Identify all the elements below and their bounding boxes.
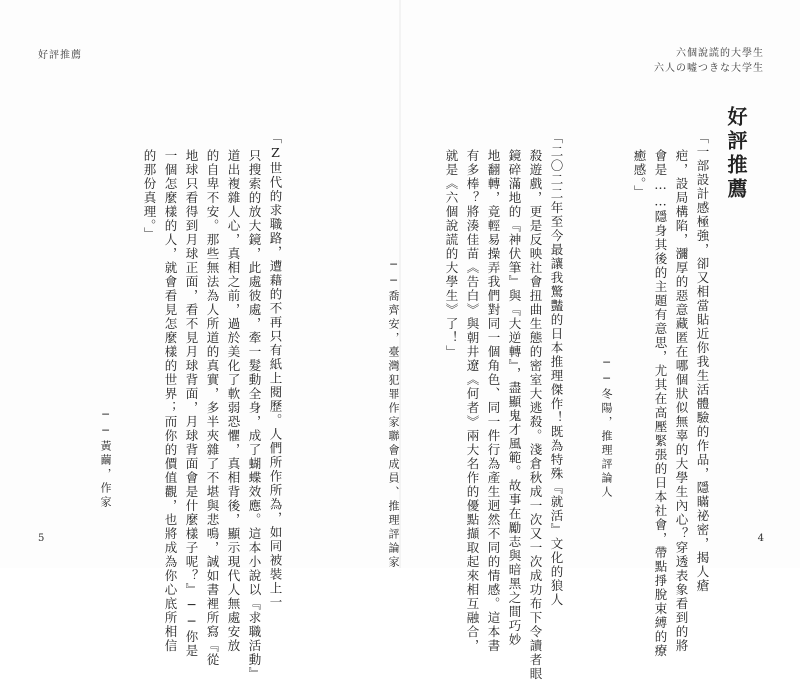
text-line: 道出複雜人心，真相之前，過於美化了軟弱恐懼，真相背後，顯示現代人無處安放 — [226, 149, 241, 653]
text-line: 疤，設局構陷，瀰厚的惡意藏匿在哪個狀似無辜的大學生內心？穿透表象看到的將 — [674, 149, 689, 653]
text-line: 只搜索的放大鏡，此處彼處，牽一髮動全身，成了蝴蝶效應。這本小說以『求職活動』 — [247, 149, 262, 681]
attribution: ──黃繭，作家 — [99, 408, 112, 510]
text-line: 有多棒？將湊佳苗《告白》與朝井遼《何者》兩大名作的優點擷取起來相互融合， — [465, 149, 480, 653]
running-head-right-japanese: 六人の嘘つきな大学生 — [654, 63, 764, 74]
text-line: 一個怎麼樣的人，就會看見怎麼樣的世界；而你的價值觀，也將成為你心底所相信 — [163, 149, 178, 653]
text-line: 「一部設計感極強，卻又相當貼近你我生活體驗的作品，隱瞞祕密，揭人瘡 — [695, 131, 710, 593]
text-line: 會是……隱身其後的主題有意思，尤其在高壓緊張的日本社會，帶點掙脫束縛的療 — [653, 149, 668, 658]
running-head-right: 六個說謊的大學生 — [676, 48, 764, 59]
page-number-left: 5 — [38, 533, 45, 544]
section-title: 好評推薦 — [724, 106, 748, 202]
running-head-left: 好評推薦 — [38, 50, 82, 61]
text-line: 地球只看得到月球正面，看不見月球背面，月球背面會是什麼樣子呢？』──你是 — [184, 149, 199, 658]
text-line: 的那份真理。」 — [142, 149, 157, 241]
page-number-right: 4 — [757, 533, 764, 544]
text-line: 癒感。」 — [632, 149, 647, 199]
right-page — [400, 0, 800, 681]
attribution: ──冬陽，推理評論人 — [600, 356, 613, 500]
text-line: 殺遊戲，更是反映社會扭曲生態的密室大逃殺。淺倉秋成一次又一次成功布下令讀者眼 — [528, 149, 543, 681]
text-line: 「二〇二二年至今最讓我驚豔的日本推理傑作！既為特殊『就活』文化的狼人 — [549, 131, 564, 607]
text-line: 鏡碎滿地的『神伏筆』與『大逆轉』，盡顯鬼才風範。故事在勵志與暗黑之間巧妙 — [507, 149, 522, 647]
text-line: 就是《六個說謊的大學生》了！」 — [444, 149, 459, 359]
text-line: 「Z世代的求職路，遭藉的不再只有紙上閱歷。人們所作所為，如同被裝上一 — [268, 131, 283, 610]
text-line: 的自卑不安。那些無法為人所道的真實，多半夾雜了不堪與悲鳴，誠如書裡所寫『從 — [205, 149, 220, 667]
attribution: ──喬齊安，臺灣犯罪作家聯會成員、推理評論家 — [387, 258, 400, 570]
text-line: 地翻轉，竟輕易操弄我們對同一個角色、同一件行為產生迥然不同的情感。這本書 — [486, 149, 501, 653]
